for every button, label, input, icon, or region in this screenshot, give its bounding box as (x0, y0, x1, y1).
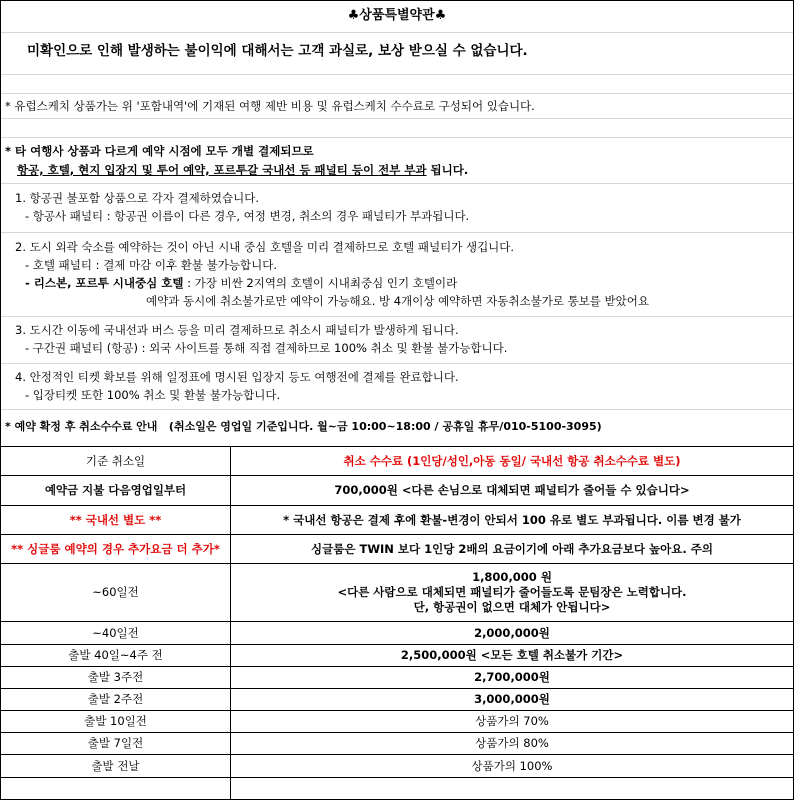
lisbon-text: : 가장 비싼 2지역의 호텔이 시내최중심 인기 호텔이라 (183, 276, 458, 290)
section-4-title: 4. 안정적인 티켓 확보를 위해 일정표에 명시된 입장지 등도 여행전에 결제를 완료합니다. (15, 370, 459, 384)
divider (1, 74, 793, 75)
divider (1, 232, 793, 233)
divider (1, 137, 793, 138)
difference-line-2-suffix: 됩니다. (426, 163, 469, 177)
lisbon-label: - 리스본, 포르투 시내중심 호텔 (25, 276, 184, 290)
table-row-date: 출발 7일전 (87, 736, 144, 750)
fee-guide-label: * 예약 확정 후 취소수수료 안내 (5, 420, 158, 433)
fee-amount: 1,800,000 원 (472, 570, 552, 584)
table-row-date: 출발 2주전 (87, 692, 144, 706)
warning-text: 미확인으로 인해 발생하는 불이익에 대해서는 고객 과실로, 보상 받으실 수 없습니다. (27, 43, 528, 59)
table-row-date: ** 국내선 별도 ** (69, 512, 162, 527)
table-row-date: 출발 전날 (91, 758, 140, 773)
difference-line-1: * 타 여행사 상품과 다르게 예약 시점에 모두 개별 결제되므로 (5, 144, 314, 158)
divider (1, 363, 793, 364)
table-row-fee: * 국내선 항공은 결제 후에 환불-변경이 안되서 100 유로 별도 부과됩니다. 이름 변경 불가 (283, 512, 741, 527)
divider (1, 409, 793, 410)
divider (1, 183, 793, 184)
table-row-fee: 2,700,000원 (474, 670, 550, 684)
row-border (1, 777, 793, 778)
section-4-item: - 입장티켓 또한 100% 취소 및 환불 불가능합니다. (25, 388, 281, 402)
divider (1, 93, 793, 94)
table-row-date: 출발 10일전 (84, 714, 147, 728)
table-row-date: 예약금 지불 다음영업일부터 (44, 483, 187, 497)
section-1-item: - 항공사 패널티 : 항공권 이름이 다른 경우, 여정 변경, 취소의 경우 패널티가 부과됩니다. (25, 209, 470, 223)
table-row-fee: 2,000,000원 (474, 625, 550, 640)
table-row-fee-multiline (231, 564, 793, 621)
price-note: * 유럽스케치 상품가는 위 '포함내역'에 기재된 여행 제반 비용 및 유럽스케치 수수료로 구성되어 있습니다. (5, 99, 535, 113)
table-row-fee: 상품가의 70% (475, 714, 549, 728)
table-row-fee: 상품가의 100% (471, 758, 553, 773)
section-2-item: - 호텔 패널티 : 결제 마감 이후 환불 불가능합니다. (25, 258, 277, 272)
section-2-lisbon (25, 276, 457, 290)
section-2-title: 2. 도시 외곽 숙소를 예약하는 것이 아닌 시내 중심 호텔을 미리 결제하므로 호텔 패널티가 생깁니다. (15, 240, 515, 254)
table-row-fee: 3,000,000원 (474, 692, 550, 706)
difference-line-2-underlined: 항공, 호텔, 현지 입장지 및 투어 예약, 포르투갈 국내선 등 패널티 등이 전부 부과 (17, 163, 427, 177)
divider (1, 32, 793, 33)
fee-guide-note: (취소일은 영업일 기준입니다. 월~금 10:00~18:00 / 공휴일 휴무/010-5100-3095) (168, 420, 602, 433)
section-3-item: - 구간권 패널티 (항공) : 외국 사이트를 통해 직접 결제하므로 100% 취소 및 환불 불가능합니다. (25, 341, 508, 355)
table-header-date: 기준 취소일 (85, 453, 146, 468)
table-row-fee: 상품가의 80% (475, 736, 549, 750)
section-1-title: 1. 항공권 불포함 상품으로 각자 결제하였습니다. (15, 191, 259, 205)
table-row-date: ** 싱글룸 예약의 경우 추가요금 더 추가* (11, 541, 220, 556)
table-row-date: ~40일전 (92, 625, 139, 640)
table-row-date: 출발 40일~4주 전 (68, 648, 163, 662)
fee-guide (5, 420, 602, 434)
page-title: ♣상품특별약관♣ (347, 8, 447, 23)
table-row-date: ~60일전 (92, 585, 139, 599)
table-row-date: 출발 3주전 (87, 670, 144, 684)
difference-line-2 (17, 163, 468, 177)
section-2-lisbon-cont: 예약과 동시에 취소불가로만 예약이 가능해요. 방 4개이상 예약하면 자동취소불가로 통보를 받았어요 (146, 294, 649, 308)
table-row-fee: 싱글룸은 TWIN 보다 1인당 2배의 요금이기에 아래 추가요금보다 높아요. 주의 (311, 541, 713, 556)
table-row-fee: 2,500,000원 <모든 호텔 취소불가 기간> (400, 648, 624, 662)
section-3-title: 3. 도시간 이동에 국내선과 버스 등을 미리 결제하므로 취소시 패널티가 발생하게 됩니다. (15, 323, 459, 337)
divider (1, 118, 793, 119)
table-row-fee: 700,000원 <다른 손님으로 대체되면 패널티가 줄어들 수 있습니다> (334, 483, 690, 497)
fee-note-2: 단, 항공권이 없으면 대체가 안됩니다> (413, 600, 611, 614)
table-header-fee: 취소 수수료 (1인당/성인,아동 동일/ 국내선 항공 취소수수료 별도) (343, 453, 681, 468)
divider (1, 316, 793, 317)
fee-note-1: <다른 사람으로 대체되면 패널티가 줄어들도록 문팀장은 노력합니다. (337, 585, 687, 599)
